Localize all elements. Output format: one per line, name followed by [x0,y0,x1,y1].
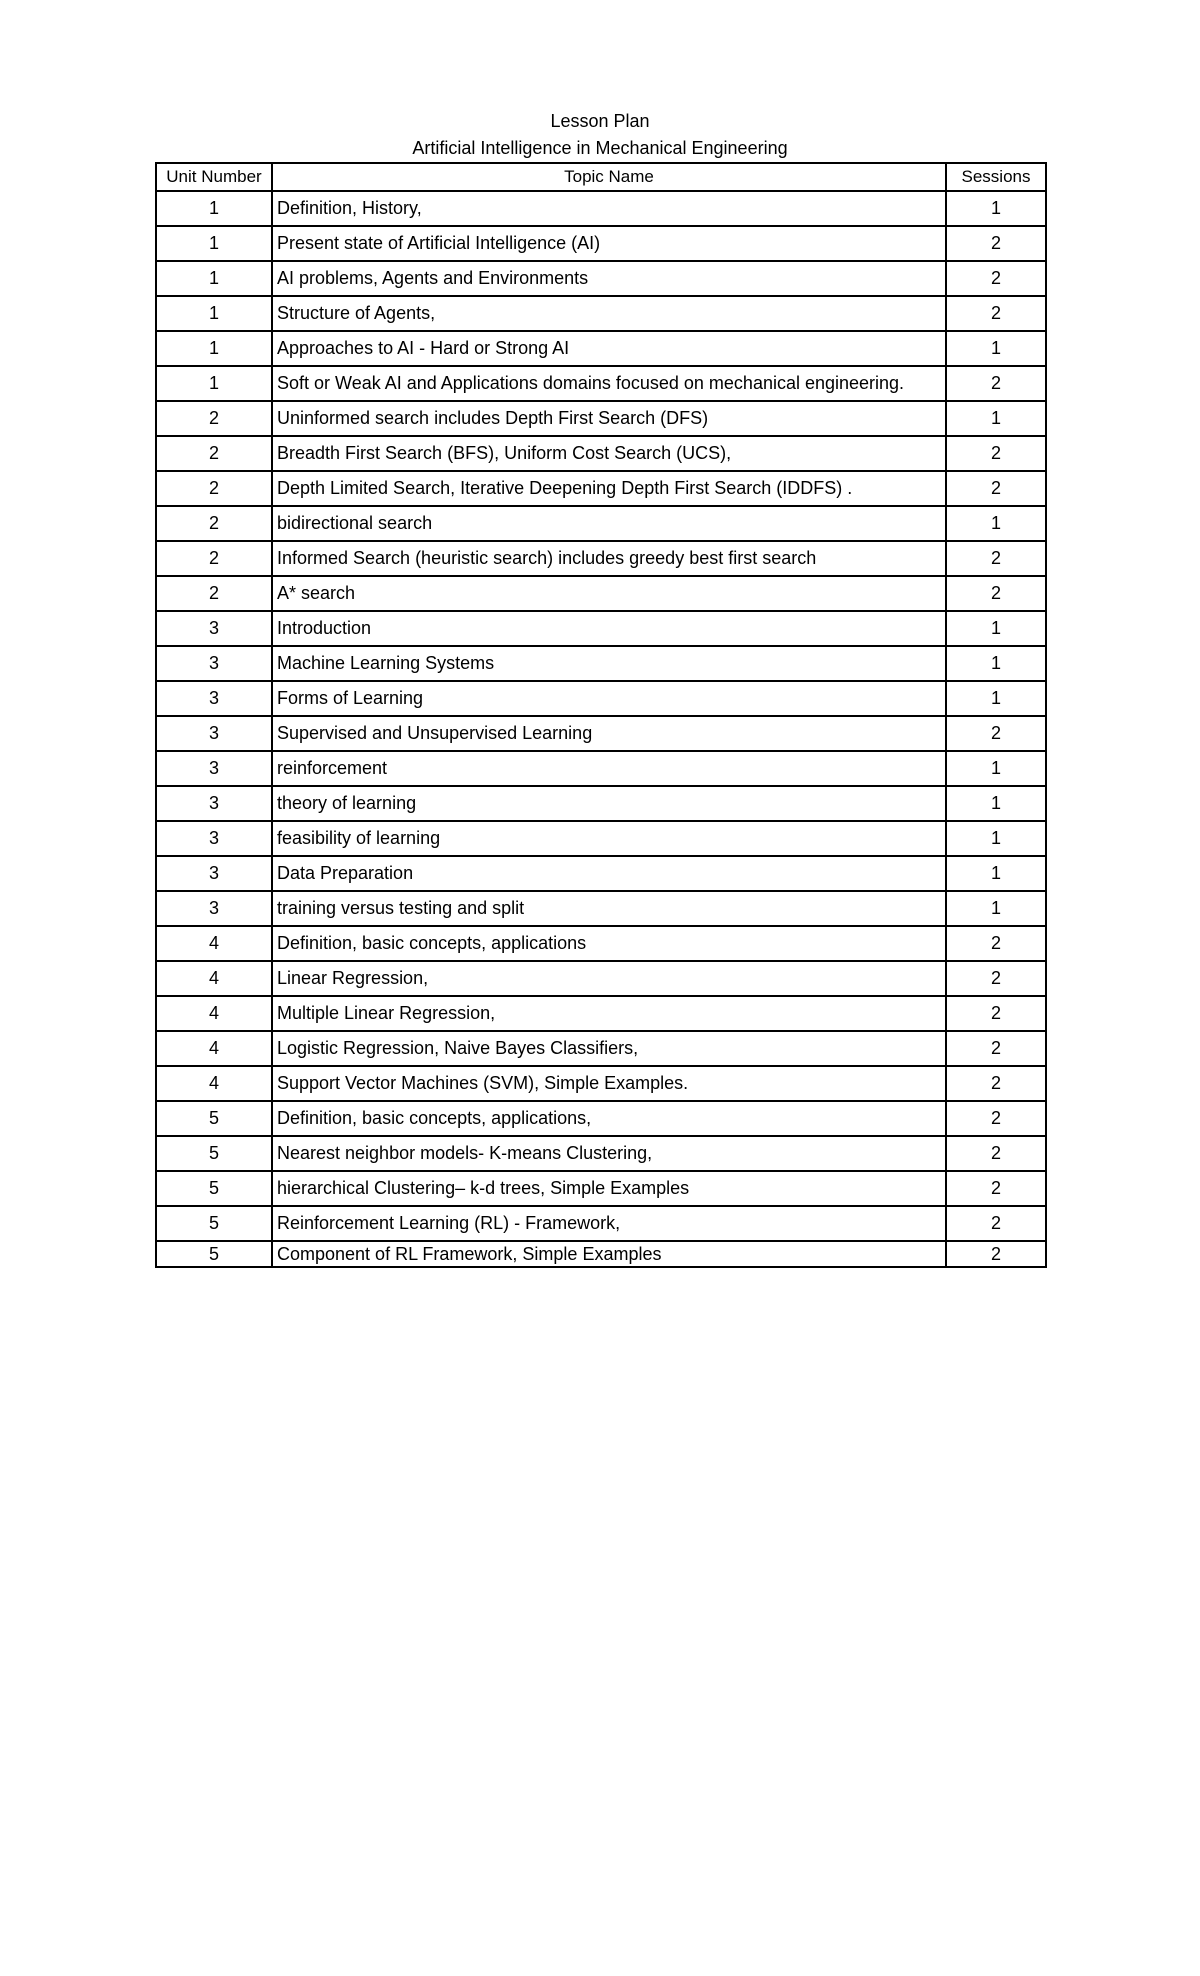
unit-number-cell: 5 [156,1101,272,1136]
unit-number-cell: 2 [156,576,272,611]
topic-name-cell: Breadth First Search (BFS), Uniform Cost Search (UCS), [272,436,946,471]
table-row [156,401,1046,436]
topic-name-cell: A* search [272,576,946,611]
unit-number-cell: 2 [156,541,272,576]
sessions-cell: 2 [946,296,1046,331]
sessions-cell: 2 [946,716,1046,751]
unit-number-cell: 3 [156,611,272,646]
topic-name-cell: Definition, History, [272,191,946,226]
unit-number-cell: 3 [156,751,272,786]
table-row [156,226,1046,261]
document-subtitle: Artificial Intelligence in Mechanical Engineering [412,138,788,158]
unit-number-cell: 1 [156,366,272,401]
sessions-header: Sessions [946,163,1046,191]
unit-number-cell: 3 [156,786,272,821]
sessions-cell: 2 [946,436,1046,471]
table-row [156,1171,1046,1206]
unit-number-cell: 3 [156,646,272,681]
topic-name-cell: Introduction [272,611,946,646]
table-row [156,681,1046,716]
sessions-cell: 2 [946,926,1046,961]
table-row [156,1206,1046,1241]
lesson-plan-table [155,162,1047,1268]
topic-name-cell: Soft or Weak AI and Applications domains focused on mechanical engineering. [272,366,946,401]
sessions-cell: 1 [946,751,1046,786]
table-row [156,1066,1046,1101]
table-row [156,296,1046,331]
topic-name-cell: Informed Search (heuristic search) includes greedy best first search [272,541,946,576]
topic-name-cell: theory of learning [272,786,946,821]
unit-number-cell: 1 [156,331,272,366]
unit-number-cell: 2 [156,401,272,436]
lesson-table-body [156,191,1046,1267]
sessions-cell: 2 [946,1241,1046,1267]
table-row [156,331,1046,366]
unit-number-header: Unit Number [156,163,272,191]
table-row [156,961,1046,996]
topic-name-cell: Structure of Agents, [272,296,946,331]
sessions-cell: 2 [946,1031,1046,1066]
table-row [156,436,1046,471]
sessions-cell: 1 [946,891,1046,926]
topic-name-cell: Supervised and Unsupervised Learning [272,716,946,751]
sessions-cell: 2 [946,226,1046,261]
unit-number-cell: 2 [156,471,272,506]
sessions-cell: 1 [946,856,1046,891]
topic-name-cell: Multiple Linear Regression, [272,996,946,1031]
unit-number-cell: 3 [156,716,272,751]
sessions-cell: 2 [946,1206,1046,1241]
unit-number-cell: 4 [156,996,272,1031]
table-row [156,891,1046,926]
topic-name-cell: Data Preparation [272,856,946,891]
document-title: Lesson Plan [550,111,650,131]
topic-name-cell: Uninformed search includes Depth First Search (DFS) [272,401,946,436]
topic-name-cell: Support Vector Machines (SVM), Simple Examples. [272,1066,946,1101]
sessions-cell: 1 [946,191,1046,226]
topic-name-cell: training versus testing and split [272,891,946,926]
unit-number-cell: 4 [156,926,272,961]
unit-number-cell: 2 [156,436,272,471]
table-row [156,856,1046,891]
topic-name-cell: Machine Learning Systems [272,646,946,681]
unit-number-cell: 5 [156,1171,272,1206]
sessions-cell: 2 [946,1066,1046,1101]
sessions-cell: 2 [946,366,1046,401]
sessions-cell: 2 [946,1101,1046,1136]
table-header-row [156,163,1046,191]
table-row [156,751,1046,786]
sessions-cell: 2 [946,576,1046,611]
topic-name-cell: AI problems, Agents and Environments [272,261,946,296]
sessions-cell: 1 [946,821,1046,856]
sessions-cell: 2 [946,961,1046,996]
topic-name-cell: Reinforcement Learning (RL) - Framework, [272,1206,946,1241]
sessions-cell: 2 [946,471,1046,506]
table-row [156,1136,1046,1171]
table-row [156,471,1046,506]
unit-number-cell: 3 [156,891,272,926]
unit-number-cell: 1 [156,296,272,331]
table-row [156,821,1046,856]
sessions-cell: 2 [946,996,1046,1031]
sessions-cell: 2 [946,1171,1046,1206]
table-row [156,261,1046,296]
topic-name-cell: Forms of Learning [272,681,946,716]
topic-name-cell: Definition, basic concepts, applications, [272,1101,946,1136]
table-row [156,1031,1046,1066]
unit-number-cell: 5 [156,1136,272,1171]
table-row [156,786,1046,821]
unit-number-cell: 4 [156,1066,272,1101]
sessions-cell: 2 [946,1136,1046,1171]
table-row [156,506,1046,541]
topic-name-cell: Linear Regression, [272,961,946,996]
table-row [156,1241,1046,1267]
topic-name-cell: hierarchical Clustering– k-d trees, Simple Examples [272,1171,946,1206]
unit-number-cell: 5 [156,1241,272,1267]
table-row [156,191,1046,226]
table-row [156,366,1046,401]
sessions-cell: 1 [946,401,1046,436]
sessions-cell: 1 [946,681,1046,716]
sessions-cell: 1 [946,331,1046,366]
unit-number-cell: 3 [156,681,272,716]
topic-name-cell: Approaches to AI - Hard or Strong AI [272,331,946,366]
sessions-cell: 1 [946,786,1046,821]
sessions-cell: 2 [946,541,1046,576]
table-row [156,1101,1046,1136]
table-row [156,611,1046,646]
sessions-cell: 2 [946,261,1046,296]
table-row [156,926,1046,961]
topic-name-cell: Definition, basic concepts, applications [272,926,946,961]
sessions-cell: 1 [946,611,1046,646]
table-row [156,576,1046,611]
topic-name-cell: Logistic Regression, Naive Bayes Classifiers, [272,1031,946,1066]
table-row [156,996,1046,1031]
table-row [156,716,1046,751]
unit-number-cell: 5 [156,1206,272,1241]
table-row [156,646,1046,681]
topic-name-cell: Nearest neighbor models- K-means Clustering, [272,1136,946,1171]
unit-number-cell: 1 [156,191,272,226]
topic-name-cell: Depth Limited Search, Iterative Deepening Depth First Search (IDDFS) . [272,471,946,506]
topic-name-cell: feasibility of learning [272,821,946,856]
topic-name-cell: Present state of Artificial Intelligence (AI) [272,226,946,261]
unit-number-cell: 4 [156,1031,272,1066]
topic-name-cell: bidirectional search [272,506,946,541]
unit-number-cell: 3 [156,856,272,891]
topic-name-cell: reinforcement [272,751,946,786]
sessions-cell: 1 [946,646,1046,681]
unit-number-cell: 4 [156,961,272,996]
topic-name-cell: Component of RL Framework, Simple Examples [272,1241,946,1267]
unit-number-cell: 1 [156,261,272,296]
unit-number-cell: 3 [156,821,272,856]
sessions-cell: 1 [946,506,1046,541]
unit-number-cell: 2 [156,506,272,541]
table-row [156,541,1046,576]
topic-name-header: Topic Name [272,163,946,191]
unit-number-cell: 1 [156,226,272,261]
